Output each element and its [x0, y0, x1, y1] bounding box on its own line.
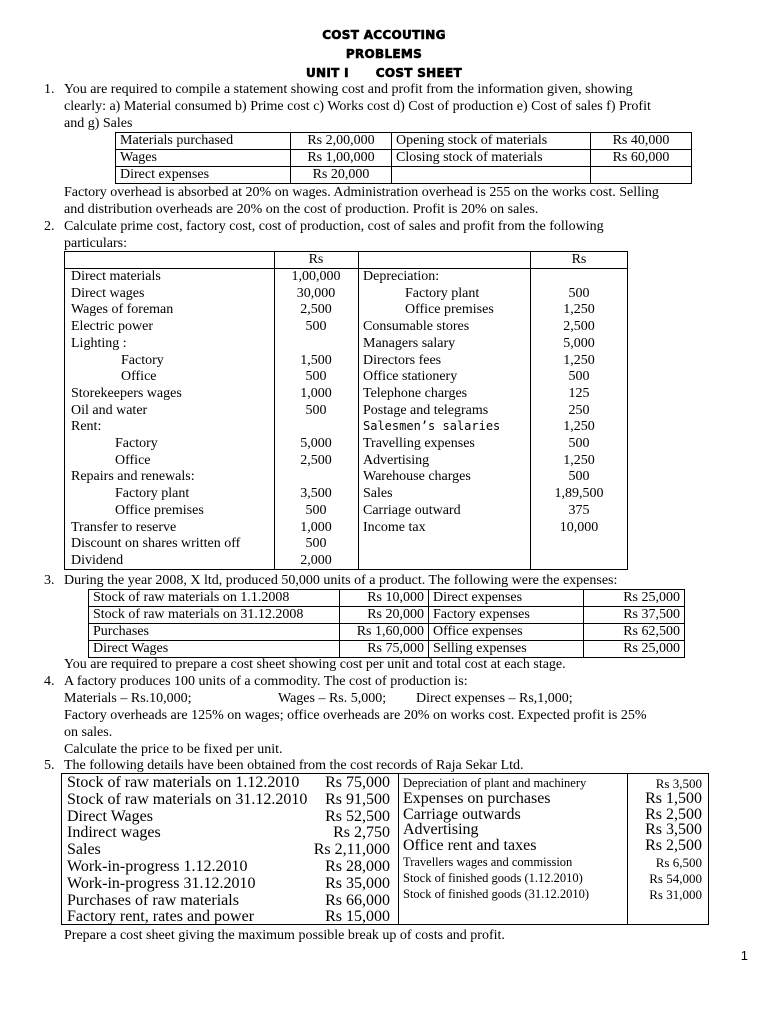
q1-after-1: Factory overhead is absorbed at 20% on wages. Administration overhead is 255 on the works cost. Selling: [64, 185, 659, 200]
title-line-2: PROBLEMS: [345, 47, 423, 61]
q5-left-value: Rs 15,000: [325, 908, 390, 926]
q3-cell: Rs 25,000: [584, 641, 685, 658]
q5-number: 5.: [44, 758, 55, 773]
q4-direct-expenses: Direct expenses – Rs,1,000;: [416, 691, 573, 706]
q5-right-label: Depreciation of plant and machinery: [403, 776, 587, 790]
q4-text-4: Calculate the price to be fixed per unit.: [64, 742, 283, 757]
q2-left-value: 1,000: [300, 385, 332, 401]
q1-cell: Rs 2,00,000: [291, 133, 392, 150]
q2-right-label: Salesmen’s salaries: [363, 419, 501, 434]
q3-table: [88, 589, 685, 658]
q5-right-label: Advertising: [403, 821, 479, 839]
q5-left-label: Factory rent, rates and power: [67, 908, 255, 926]
q1-table-row: [116, 150, 692, 167]
q4-text-2: Factory overheads are 125% on wages; office overheads are 20% on works cost. Expected profit is 25%: [64, 708, 647, 723]
q2-left-value: 1,500: [300, 352, 332, 368]
q2-right-value: 2,500: [563, 319, 595, 335]
q2-right-label: Telephone charges: [363, 385, 468, 401]
q4-number: 4.: [44, 674, 55, 689]
q2-left-value: 500: [305, 319, 327, 335]
q2-left-label: Factory: [115, 436, 158, 451]
q4-text-3: on sales.: [64, 725, 113, 740]
q5-right-label: Travellers wages and commission: [403, 855, 573, 869]
q1-cell: [591, 167, 692, 184]
q2-left-value: 1,00,000: [291, 269, 341, 284]
q3-table-row: [89, 607, 685, 624]
q3-cell: Purchases: [89, 624, 340, 641]
q1-table-row: [116, 167, 692, 184]
q2-rs-header-right: Rs: [571, 252, 587, 267]
q2-left-label: Office: [115, 452, 151, 468]
q1-cell: Rs 1,00,000: [291, 150, 392, 167]
q1-table: [115, 132, 692, 184]
q3-cell: Rs 10,000: [340, 590, 429, 607]
q2-left-label: Factory plant: [115, 486, 190, 502]
q2-number: 2.: [44, 219, 55, 234]
q2-right-label: Income tax: [363, 519, 426, 535]
q1-cell: [392, 167, 591, 184]
q2-left-value: 5,000: [300, 436, 332, 451]
q2-left-label: Storekeepers wages: [71, 385, 182, 401]
q2-left-value: [274, 468, 358, 485]
q5-left-value: Rs 52,500: [325, 807, 390, 825]
title-line-3: UNIT I COST SHEET: [305, 66, 463, 80]
q2-left-value: 30,000: [296, 285, 336, 301]
q2-left-label: Direct wages: [71, 285, 145, 301]
q5-right-value: Rs 3,500: [645, 821, 702, 839]
q2-right-value: 375: [568, 502, 590, 518]
q2-left-value: 2,500: [300, 302, 332, 318]
q1-cell: Rs 40,000: [591, 133, 692, 150]
q1-cell: Wages: [116, 150, 291, 167]
q5-left-value: Rs 2,750: [333, 824, 390, 842]
q5-left-label: Indirect wages: [67, 824, 161, 842]
q3-table-row: [89, 624, 685, 641]
q5-right-value: Rs 2,500: [645, 837, 702, 855]
q5-left-value: Rs 35,000: [325, 874, 390, 892]
q5-right-label: Expenses on purchases: [403, 789, 551, 807]
q2-left-value: 500: [305, 536, 327, 552]
q2-right-label: Carriage outward: [363, 502, 461, 518]
q5-right-label: Carriage outwards: [403, 805, 521, 823]
q5-right-label: Stock of finished goods (1.12.2010): [403, 870, 583, 885]
q5-right-value: Rs 1,500: [645, 789, 702, 807]
q2-left-label: Office premises: [115, 502, 204, 518]
q1-table-row: [116, 133, 692, 150]
q1-text-3: and g) Sales: [64, 116, 133, 131]
q2-right-label: Office stationery: [363, 369, 458, 385]
q5-left-label: Direct Wages: [67, 807, 153, 825]
q5-right-value: Rs 6,500: [655, 855, 702, 870]
q3-cell: Direct expenses: [429, 590, 584, 607]
q2-right-value: 1,250: [563, 419, 595, 435]
q3-after-1: You are required to prepare a cost sheet showing cost per unit and total cost at each stage.: [64, 657, 566, 672]
q2-right-value: 500: [568, 436, 590, 451]
q2-right-label: Consumable stores: [363, 319, 470, 335]
q2-rs-header-left: Rs: [308, 252, 324, 267]
q5-left-label: Work-in-progress 1.12.2010: [67, 858, 248, 875]
q5-left-label: Work-in-progress 31.12.2010: [67, 874, 256, 892]
q3-cell: Rs 20,000: [340, 607, 429, 624]
q5-table: [61, 773, 709, 925]
q5-right-label: Office rent and taxes: [403, 837, 537, 855]
q2-left-label: Discount on shares written off: [71, 536, 241, 552]
q2-right-label: Postage and telegrams: [363, 402, 489, 418]
q2-left-value: 3,500: [300, 486, 332, 502]
q5-right-value: Rs 54,000: [649, 870, 702, 886]
q3-cell: Stock of raw materials on 31.12.2008: [89, 607, 340, 624]
q2-text-1: Calculate prime cost, factory cost, cost of production, cost of sales and profit from the following: [64, 219, 604, 234]
q5-right-value: Rs 31,000: [649, 886, 702, 902]
q2-left-value: 1,000: [300, 519, 332, 535]
q1-after-2: and distribution overheads are 20% on the cost of production. Profit is 20% on sales.: [64, 202, 539, 217]
q5-left-label: Stock of raw materials on 31.12.2010: [67, 790, 308, 808]
q2-left-label: Oil and water: [71, 402, 148, 418]
q2-right-value: 1,250: [563, 352, 595, 368]
q2-right-value: 10,000: [559, 519, 599, 535]
title-line-1: COST ACCOUTING: [322, 28, 446, 42]
q5-left-value: Rs 2,11,000: [313, 841, 390, 859]
q3-cell: Rs 75,000: [340, 641, 429, 658]
q2-right-value: 1,89,500: [554, 486, 604, 502]
q2-right-value: 1,250: [563, 452, 595, 468]
q1-text-2: clearly: a) Material consumed b) Prime cost c) Works cost d) Cost of production e) Cost of sales f) Profit: [64, 99, 651, 114]
q2-right-value: [530, 268, 628, 285]
q2-left-label: Factory: [121, 352, 164, 368]
q2-right-label: Factory plant: [405, 285, 480, 301]
q2-right-value: 250: [568, 402, 590, 418]
q2-left-label: Office: [121, 369, 157, 385]
q3-table-row: [89, 641, 685, 658]
q5-right-value: Rs 3,500: [655, 776, 702, 791]
q5-right-value: Rs 2,500: [645, 805, 702, 823]
q3-cell: Selling expenses: [429, 641, 584, 658]
q2-left-label: Electric power: [71, 319, 154, 335]
q3-cell: Direct Wages: [89, 641, 340, 658]
q5-right-label: Stock of finished goods (31.12.2010): [403, 886, 590, 901]
q2-left-value: 2,500: [300, 452, 332, 468]
q1-cell: Direct expenses: [116, 167, 291, 184]
q2-left-value: [274, 335, 358, 352]
q3-text-1: During the year 2008, X ltd, produced 50,000 units of a product. The following were the expenses:: [64, 573, 618, 588]
q1-cell: Closing stock of materials: [392, 150, 591, 167]
q2-left-label: Wages of foreman: [71, 302, 174, 318]
q1-cell: Rs 20,000: [291, 167, 392, 184]
q2-right-value: 1,250: [563, 302, 595, 318]
q2-right-value: 500: [568, 369, 590, 385]
q2-right-label: Directors fees: [363, 352, 442, 368]
q1-text-1: You are required to compile a statement showing cost and profit from the information given, showing: [64, 82, 633, 97]
q5-text-1: The following details have been obtained from the cost records of Raja Sekar Ltd.: [64, 758, 524, 773]
q4-text-1: A factory produces 100 units of a commodity. The cost of production is:: [64, 674, 468, 689]
q5-left-value: Rs 91,500: [325, 790, 390, 808]
q2-right-label: Depreciation:: [363, 269, 440, 284]
q3-cell: Rs 25,000: [584, 590, 685, 607]
q5-after-1: Prepare a cost sheet giving the maximum possible break up of costs and profit.: [64, 928, 505, 943]
q2-left-value: 2,000: [300, 552, 332, 568]
q5-left-label: Sales: [67, 841, 101, 859]
q2-right-label: Sales: [363, 486, 393, 502]
q2-right-value: 500: [568, 285, 590, 301]
q5-left-value: Rs 66,000: [325, 891, 390, 909]
q3-number: 3.: [44, 573, 55, 588]
q4-materials: Materials – Rs.10,000;: [64, 691, 192, 706]
q3-cell: Rs 37,500: [584, 607, 685, 624]
q2-left-label: Rent:: [71, 419, 102, 435]
q2-right-label: Advertising: [363, 452, 430, 468]
q3-cell: Rs 62,500: [584, 624, 685, 641]
q2-left-label: Lighting :: [71, 335, 127, 351]
q2-left-label: Dividend: [71, 552, 124, 568]
q2-right-value: 125: [568, 385, 590, 401]
page-number: 1: [740, 948, 748, 963]
q3-cell: Factory expenses: [429, 607, 584, 624]
q5-left-label: Stock of raw materials on 1.12.2010: [67, 774, 300, 791]
q2-text-2: particulars:: [64, 236, 127, 251]
q2-right-value: 500: [568, 469, 590, 485]
q1-cell: Opening stock of materials: [392, 133, 591, 150]
q1-number: 1.: [44, 82, 55, 97]
q1-cell: Rs 60,000: [591, 150, 692, 167]
q3-cell: Stock of raw materials on 1.1.2008: [89, 590, 340, 607]
q2-left-label: Transfer to reserve: [71, 519, 177, 535]
q2-left-value: 500: [305, 502, 327, 518]
q2-left-value: 500: [305, 402, 327, 418]
q2-left-value: [274, 418, 358, 435]
q4-wages: Wages – Rs. 5,000;: [278, 691, 387, 706]
q2-right-value: 5,000: [563, 335, 595, 351]
q1-cell: Materials purchased: [116, 133, 291, 150]
q2-right-label: Warehouse charges: [363, 469, 471, 485]
q3-cell: Office expenses: [429, 624, 584, 641]
q5-left-value: Rs 28,000: [325, 858, 390, 875]
q2-table: [64, 251, 628, 570]
q2-left-label: Direct materials: [71, 269, 161, 284]
q2-right-label: Managers salary: [363, 335, 456, 351]
q2-right-label: Travelling expenses: [363, 436, 475, 451]
q3-table-row: [89, 590, 685, 607]
q3-cell: Rs 1,60,000: [340, 624, 429, 641]
q2-left-value: 500: [305, 369, 327, 385]
q2-left-label: Repairs and renewals:: [71, 469, 195, 485]
q2-right-label: Office premises: [405, 302, 494, 318]
q5-left-label: Purchases of raw materials: [67, 891, 239, 909]
q5-left-value: Rs 75,000: [325, 774, 390, 791]
